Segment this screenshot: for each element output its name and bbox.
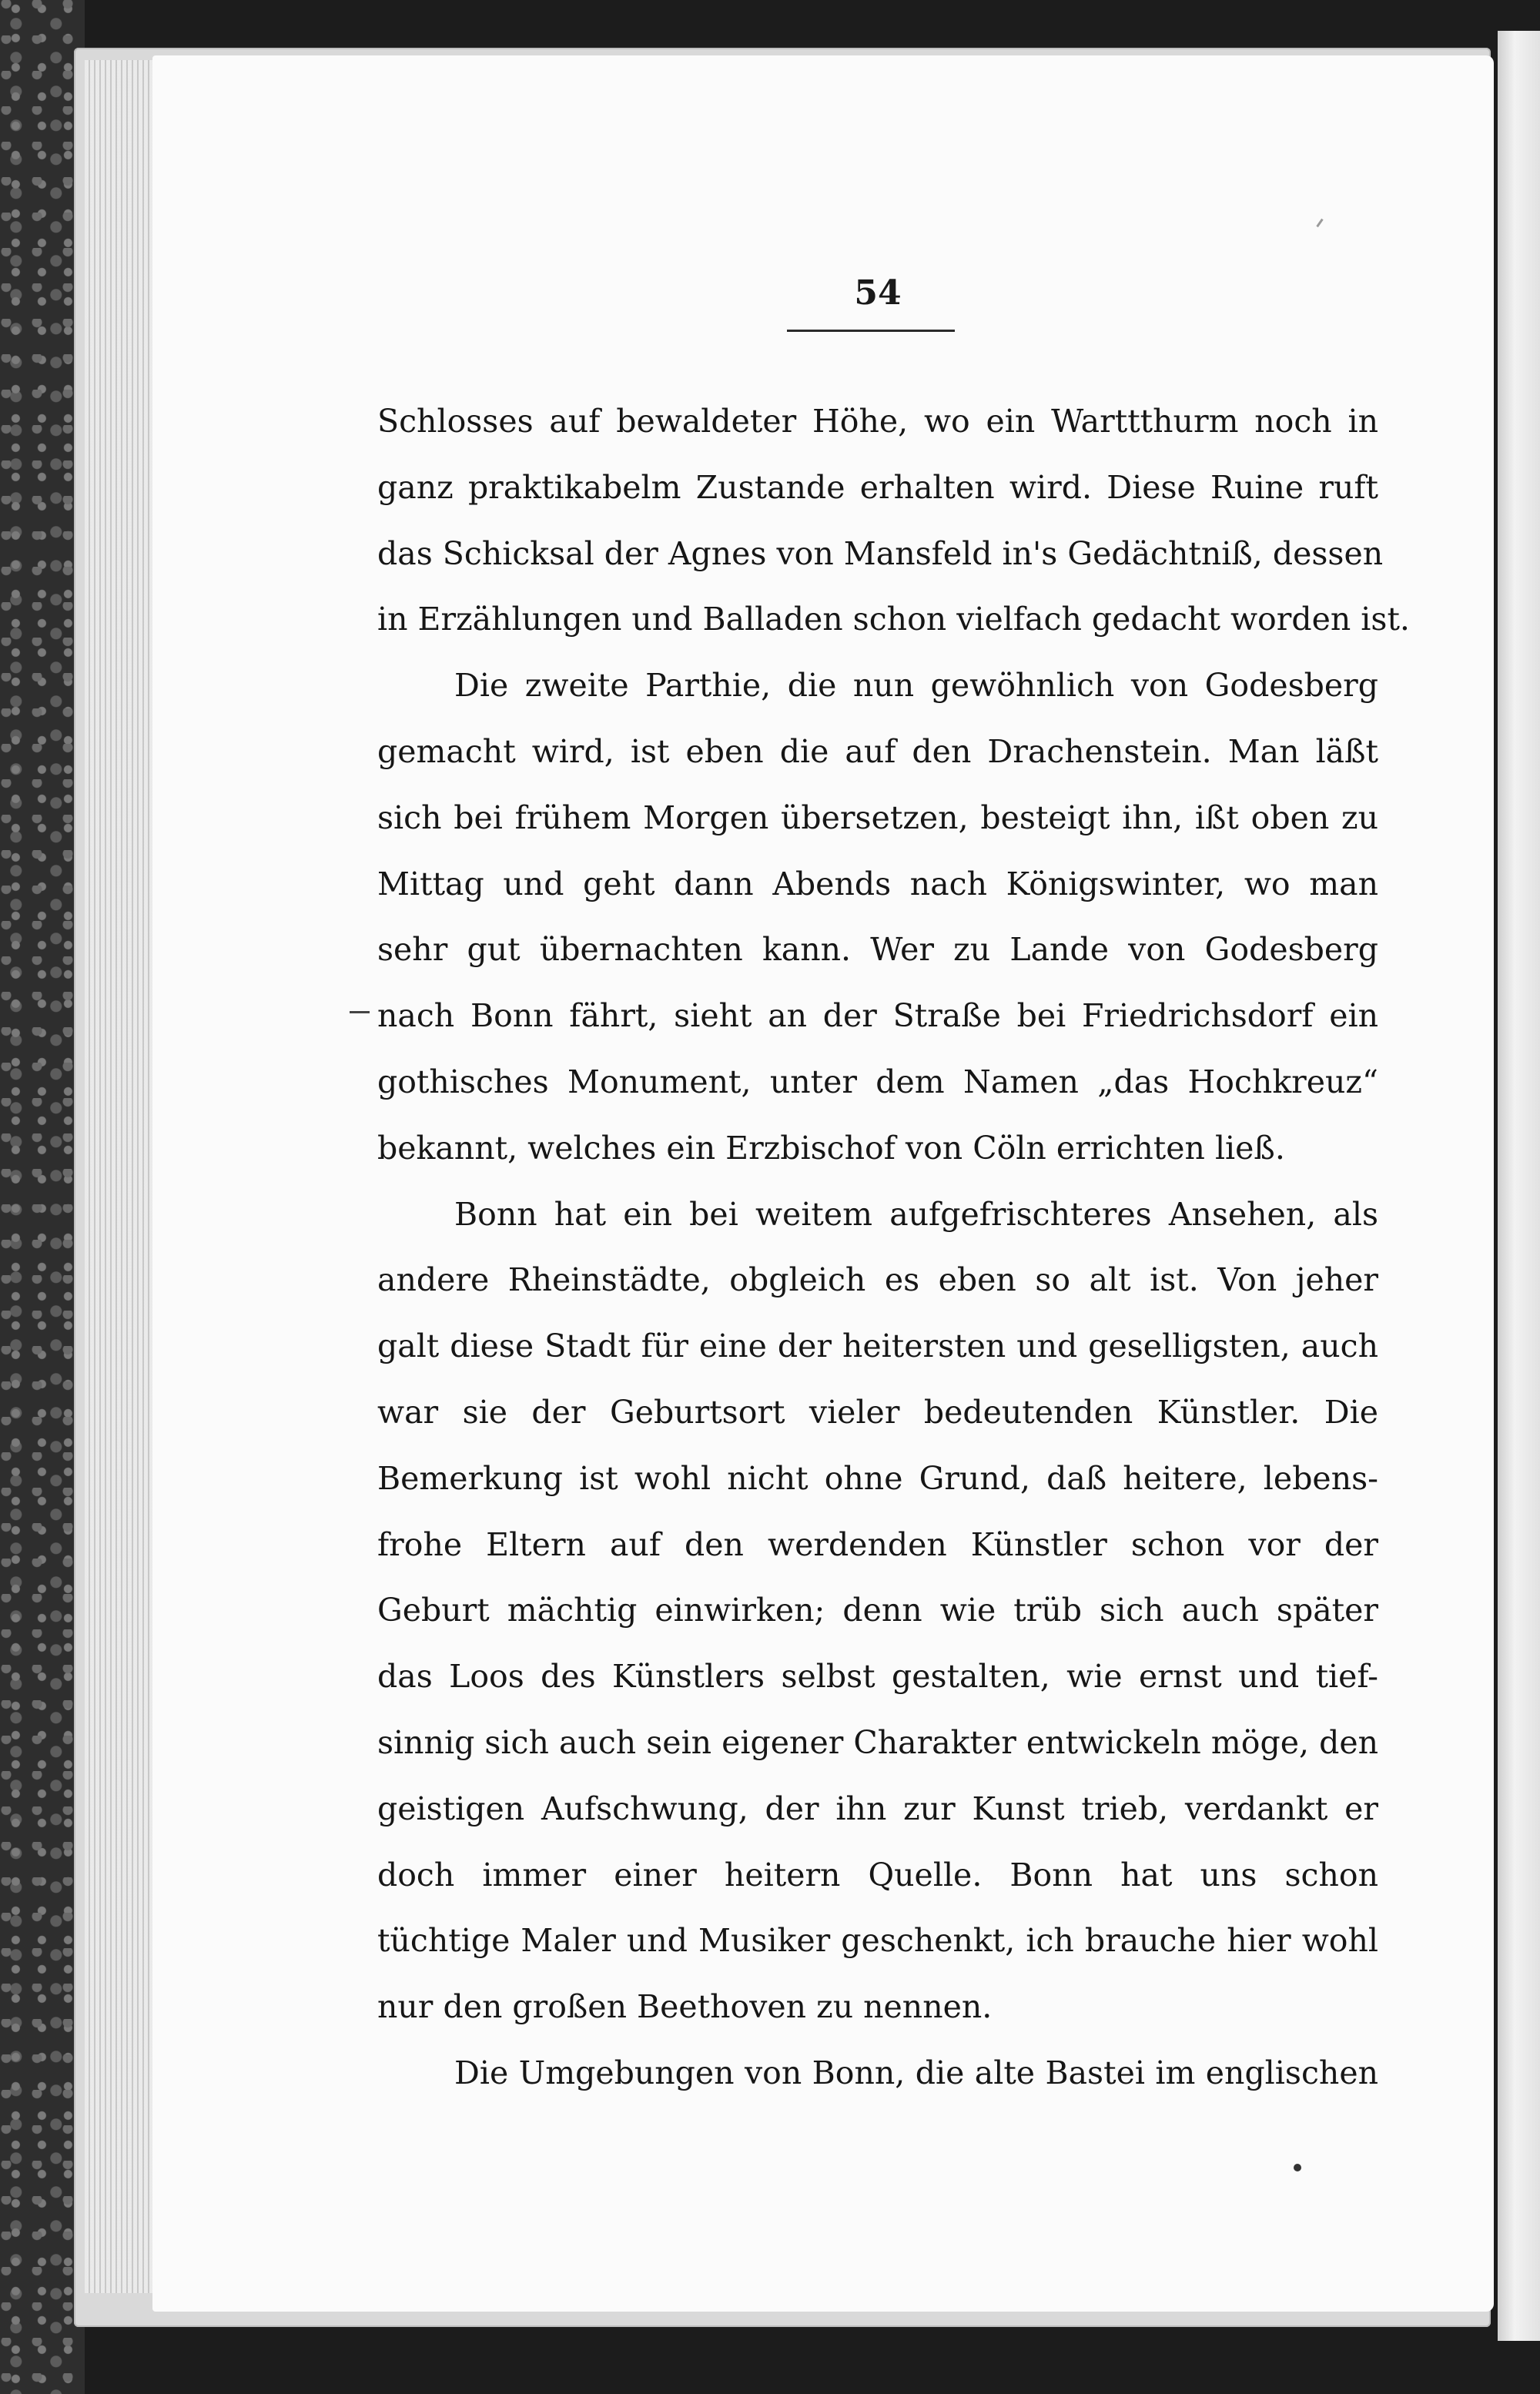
text-line: nach Bonn fährt, sieht an der Straße bei Friedrichsdorf ein	[377, 997, 1378, 1035]
text-line: andere Rheinstädte, obgleich es eben so alt ist. Von jeher	[377, 1261, 1378, 1299]
text-line: tüchtige Maler und Musiker geschenkt, ich brauche hier wohl	[377, 1922, 1378, 1960]
text-line: Die zweite Parthie, die nun gewöhnlich von Godesberg	[454, 667, 1378, 705]
text-line: galt diese Stadt für eine der heitersten und geselligsten, auch	[377, 1328, 1378, 1365]
text-line: gemacht wird, ist eben die auf den Drachenstein. Man läßt	[377, 732, 1378, 770]
text-line: Die Umgebungen von Bonn, die alte Bastei im englischen	[454, 2054, 1378, 2091]
text-line: doch immer einer heitern Quelle. Bonn hat uns schon	[377, 1856, 1378, 1893]
text-line: Bonn hat ein bei weitem aufgefrischteres Ansehen, als	[454, 1195, 1378, 1233]
text-line: war sie der Geburtsort vieler bedeutenden Künstler. Die	[377, 1393, 1378, 1431]
page-edges	[85, 60, 162, 2293]
text-line: frohe Eltern auf den werdenden Künstler schon vor der	[377, 1525, 1378, 1563]
facing-page-edge	[1498, 31, 1540, 2341]
text-line: sinnig sich auch sein eigener Charakter entwickeln möge, den	[377, 1723, 1378, 1761]
text-line: Schlosses auf bewaldeter Höhe, wo ein Warttthurm noch in	[377, 403, 1378, 440]
text-line: Geburt mächtig einwirken; denn wie trüb sich auch später	[377, 1592, 1378, 1629]
body-text	[377, 389, 1410, 2107]
text-line: ganz praktikabelm Zustande erhalten wird. Diese Ruine ruft	[377, 468, 1378, 506]
ink-spot	[1294, 2164, 1301, 2171]
text-line: das Loos des Künstlers selbst gestalten, wie ernst und tief-	[377, 1658, 1378, 1696]
text-line: bekannt, welches ein Erzbischof von Cöln errichten ließ.	[377, 1129, 1285, 1167]
text-line: geistigen Aufschwung, der ihn zur Kunst trieb, verdankt er	[377, 1790, 1378, 1827]
text-line: Bemerkung ist wohl nicht ohne Grund, daß heitere, lebens-	[377, 1459, 1378, 1497]
text-line: sehr gut übernachten kann. Wer zu Lande von Godesberg	[377, 931, 1378, 969]
text-line: sich bei frühem Morgen übersetzen, besteigt ihn, ißt oben zu	[377, 799, 1378, 836]
margin-pencil-tick	[350, 1011, 370, 1013]
header-rule	[787, 330, 955, 332]
text-line: gothisches Monument, unter dem Namen „das Hochkreuz“	[377, 1063, 1378, 1100]
text-line: Mittag und geht dann Abends nach Königswinter, wo man	[377, 865, 1378, 902]
text-line: nur den großen Beethoven zu nennen.	[377, 1988, 993, 2026]
page-number: 54	[854, 273, 902, 313]
text-line: das Schicksal der Agnes von Mansfeld in's Gedächtniß, dessen	[377, 534, 1384, 572]
text-line: in Erzählungen und Balladen schon vielfach gedacht worden ist.	[377, 601, 1410, 638]
book-cover-board	[0, 0, 85, 2394]
